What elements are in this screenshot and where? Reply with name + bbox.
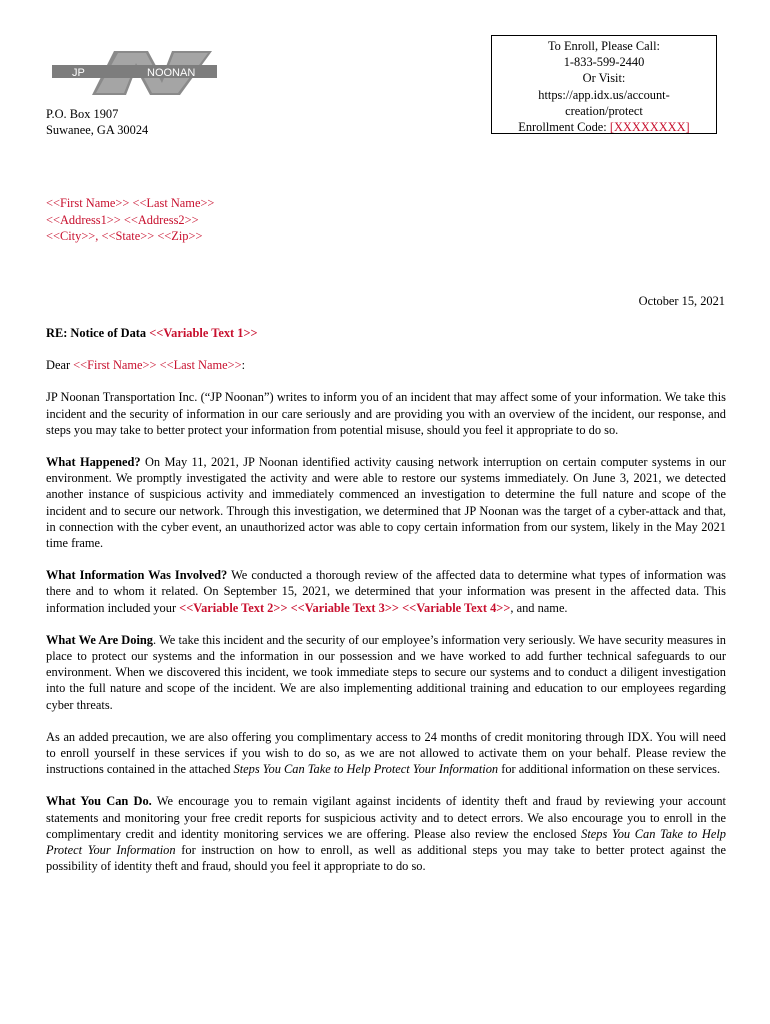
what-can-do-text: We encourage you to remain vigilant against incidents of identity theft and fraud by reviewing your account statements and monitoring your free credit reports for suspicious activity and to detect errors. We also encourage you to enroll in the complimentary credit and identity monitoring services we are offering. Please also review the enclosed	[46, 794, 726, 841]
po-box: P.O. Box 1907	[46, 107, 119, 121]
letter-date: October 15, 2021	[638, 294, 725, 308]
enrollment-box	[491, 35, 717, 134]
what-can-do-end: for instruction on how to enroll, as well as additional steps you may take to better protect against the possibility of identity theft and fraud, should you feel it appropriate to do so.	[46, 843, 726, 874]
salutation-dear: Dear	[46, 358, 74, 373]
enroll-code	[492, 119, 716, 135]
logo-jp: JP	[72, 67, 85, 79]
what-info-text: We conducted a thorough review of the affected data to determine what types of information was there and to whom it related. On September 15, 2021, we determined that your information was present in the affected data. This information included your	[46, 568, 726, 615]
what-happened-paragraph	[46, 454, 726, 551]
what-doing-heading: What We Are Doing	[46, 632, 153, 647]
precaution-paragraph	[46, 729, 726, 778]
jp-noonan-logo	[52, 49, 217, 97]
recipient-address	[46, 195, 214, 245]
city-state-zip: Suwanee, GA 30024	[46, 123, 149, 137]
return-address	[46, 106, 148, 138]
recipient-city: <<City>>, <<State>> <<Zip>>	[46, 229, 203, 243]
re-label: RE: Notice of Data	[46, 326, 150, 340]
what-can-do-steps-title: Steps You Can Take to Help Protect Your Information	[46, 826, 726, 858]
salutation	[46, 357, 726, 373]
precaution-end: for additional information on these services.	[498, 762, 721, 777]
salutation-name: <<First Name>> <<Last Name>>	[73, 358, 242, 373]
salutation-end: :	[241, 358, 246, 373]
what-can-do-heading: What You Can Do.	[46, 794, 152, 809]
what-happened-text: On May 11, 2021, JP Noonan identified activity causing network interruption on certain computer systems in our environment. We promptly investigated the activity and were able to restore our systems immediately. On June 3, 2021, we detected another instance of suspicious activity and immediately commenced an investigation to determine the full nature and scope of the incident and to secure our network. Through this investigation, we determined that JP Noonan was the target of a cyber-attack and that, in connection with the cyber event, an unauthorized actor was able to copy certain information from our system, likely in the May 2021 time frame.	[46, 455, 727, 551]
what-info-heading: What Information Was Involved?	[46, 568, 228, 583]
what-doing-text: . We take this incident and the security of our employee’s information very seriously. We have security measures in place to protect our systems and the information in our possession and we have worked to add further technical safeguards to our environment. When we discovered this incident, we took immediate steps to secure our systems and to conduct a diligent investigation into the full nature and scope of the incident. We are also implementing additional training and education to our employees regarding cyber threats.	[46, 632, 726, 712]
intro-paragraph: JP Noonan Transportation Inc. (“JP Noonan”) writes to inform you of an incident that may affect some of your information. We take this incident and the security of information in our care seriously and are providing you with an overview of the incident, our response, and steps you may take to better protect your information from potential misuse, should you feel it appropriate to do so.	[46, 390, 726, 437]
re-variable: <<Variable Text 1>>	[149, 326, 258, 340]
enroll-url-part1[interactable]: https://app.idx.us/account-	[538, 87, 670, 102]
what-doing-paragraph	[46, 632, 726, 713]
recipient-street: <<Address1>> <<Address2>>	[46, 212, 199, 227]
logo-noonan: NOONAN	[147, 67, 196, 79]
what-can-do-paragraph	[46, 793, 726, 874]
enroll-code-label: Enrollment Code:	[518, 120, 610, 135]
variable-text-3: <<Variable Text 3>>	[290, 600, 399, 615]
enroll-url-part2[interactable]: creation/protect	[565, 103, 643, 118]
enroll-visit-label: Or Visit:	[582, 71, 626, 86]
variable-text-2: <<Variable Text 2>>	[179, 600, 288, 615]
variable-text-4: <<Variable Text 4>>	[402, 600, 511, 615]
what-info-paragraph	[46, 567, 726, 616]
precaution-text: As an added precaution, we are also offering you complimentary access to 24 months of credit monitoring through IDX. You will need to enroll yourself in these services if you wish to do so, as we are not allowed to activate them on your behalf. Please review the instructions contained in the attached	[46, 729, 726, 777]
what-info-end: , and name.	[510, 600, 568, 615]
recipient-name: <<First Name>> <<Last Name>>	[46, 196, 215, 210]
what-happened-heading: What Happened?	[46, 455, 141, 470]
letter-body	[46, 325, 726, 890]
precaution-steps-title: Steps You Can Take to Help Protect Your Information	[233, 762, 499, 777]
re-line	[46, 325, 726, 341]
enroll-phone: 1-833-599-2440	[563, 55, 645, 70]
enroll-code-value: [XXXXXXXX]	[609, 120, 690, 135]
enroll-call-label: To Enroll, Please Call:	[547, 39, 660, 53]
